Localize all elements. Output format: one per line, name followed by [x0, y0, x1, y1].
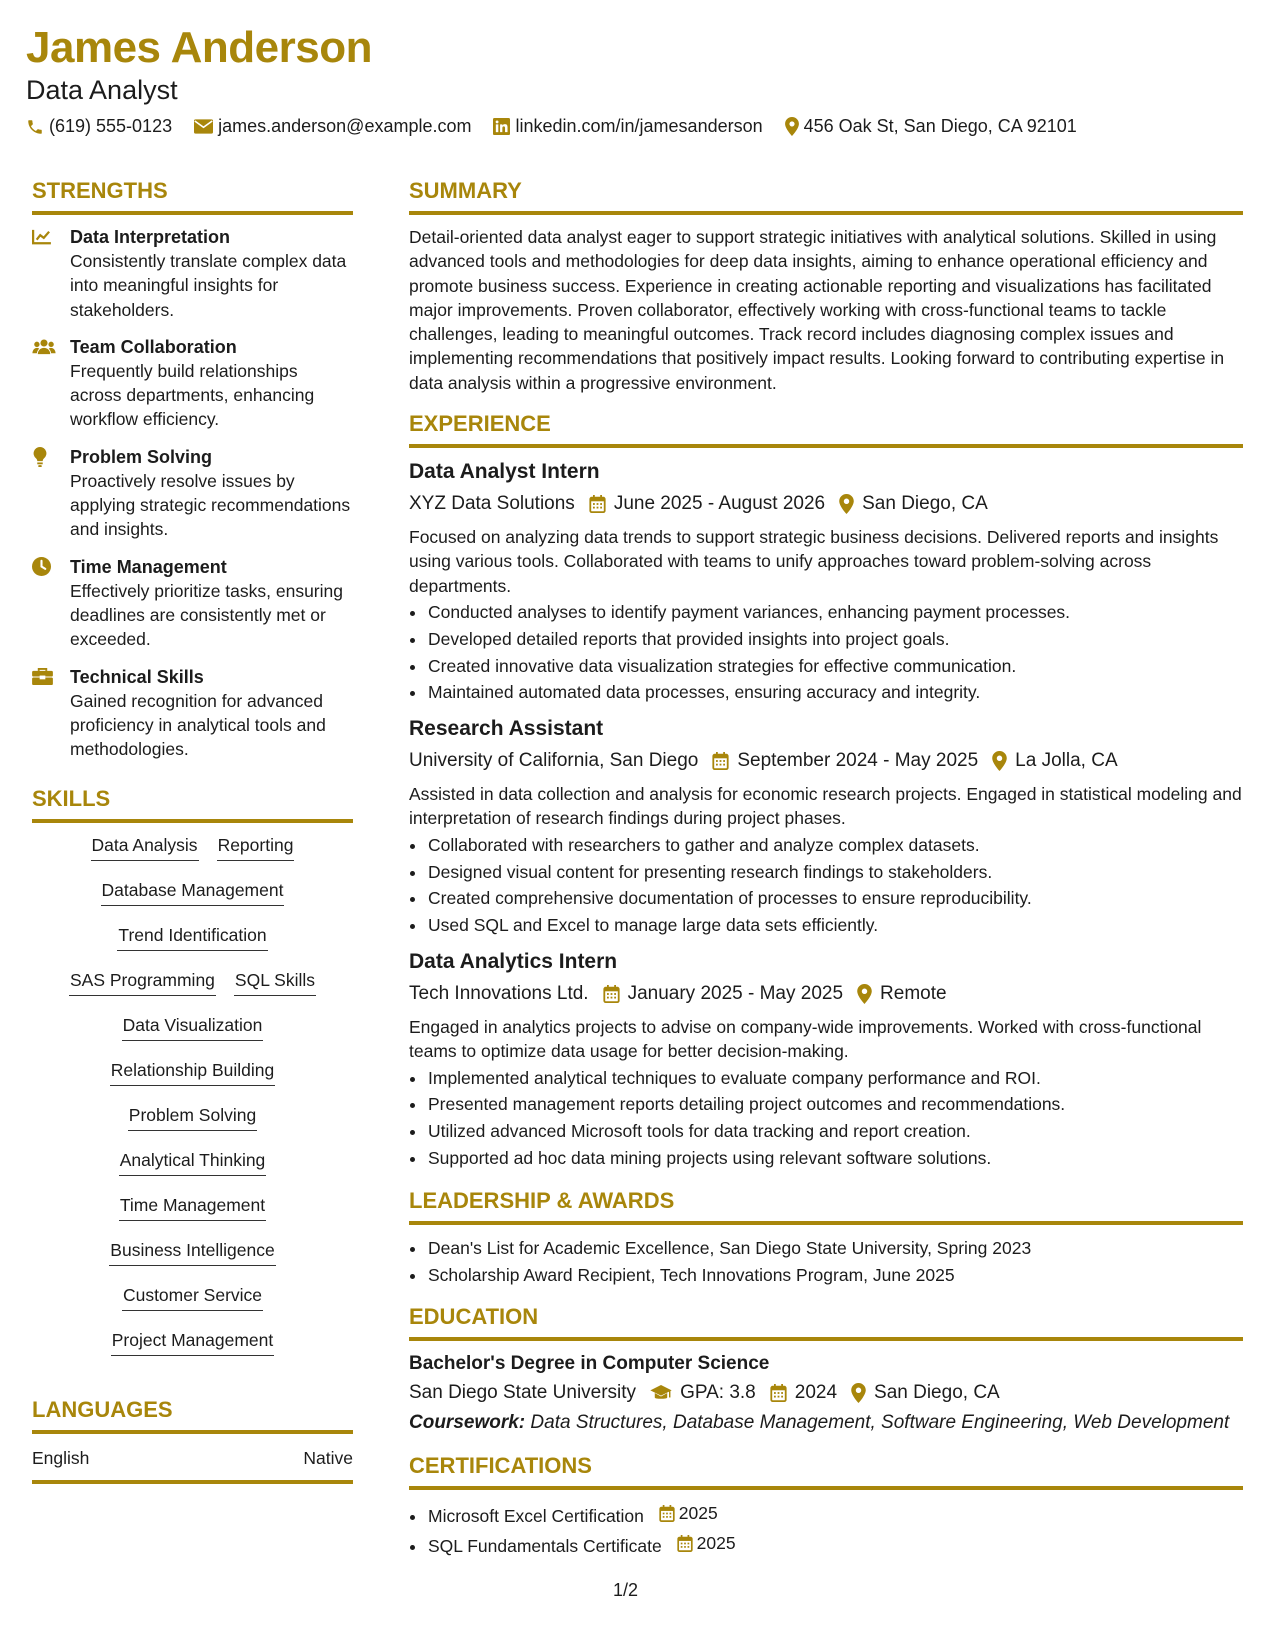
- certifications-divider: [409, 1486, 1243, 1490]
- language-level-bar: [32, 1480, 353, 1484]
- list-item: [427, 1500, 1243, 1530]
- skill-tag: SAS Programming: [69, 968, 216, 996]
- leadership-divider: [409, 1221, 1243, 1225]
- contact-bar: [26, 116, 1077, 137]
- skills-divider: [32, 819, 353, 823]
- list-item: • Maintained automated data processes, ensuring accuracy and integrity.: [427, 679, 1243, 706]
- lightbulb-icon: [32, 445, 58, 469]
- list-item: • Created innovative data visualization strategies for effective communication.: [427, 653, 1243, 680]
- skill-tag: Business Intelligence: [109, 1238, 275, 1266]
- coursework-list: Data Structures, Database Management, Software Engineering, Web Development: [525, 1412, 1230, 1434]
- page-number: 1/2: [613, 1580, 639, 1600]
- certifications-heading: CERTIFICATIONS: [409, 1453, 592, 1479]
- certification-name: Microsoft Excel Certification: [428, 1506, 644, 1527]
- job-dates: September 2024 - May 2025: [737, 750, 979, 772]
- company-name: XYZ Data Solutions: [409, 493, 575, 515]
- calendar-icon: [659, 1505, 675, 1522]
- strength-title: Technical Skills: [70, 666, 204, 687]
- envelope-icon: [194, 119, 213, 134]
- leadership-heading: LEADERSHIP & AWARDS: [409, 1187, 675, 1213]
- strengths-heading: STRENGTHS: [32, 178, 168, 203]
- language-level: Native: [303, 1448, 353, 1469]
- list-item: • Collaborated with researchers to gather and analyze complex datasets.: [427, 832, 1243, 859]
- job-description: Focused on analyzing data trends to support strategic business decisions. Delivered reports and insights using various tools. Collaborated with teams to unify approaches toward problem-solving across departments.: [409, 527, 1219, 596]
- job-dates: January 2025 - May 2025: [627, 982, 844, 1004]
- strength-desc: Frequently build relationships across departments, enhancing workflow efficiency.: [70, 360, 315, 430]
- skill-tag: Problem Solving: [128, 1103, 257, 1131]
- map-pin-icon: [785, 117, 799, 136]
- education-divider: [409, 1337, 1243, 1341]
- calendar-icon: [770, 1384, 787, 1402]
- line-chart-icon: [32, 225, 58, 249]
- language-name: English: [32, 1448, 90, 1469]
- phone-icon: [26, 118, 44, 136]
- skill-tag: Reporting: [217, 833, 295, 861]
- list-item: • Conducted analyses to identify payment variances, enhancing payment processes.: [427, 599, 1243, 626]
- skill-tag: Relationship Building: [110, 1058, 275, 1086]
- skill-tag: Data Analysis: [91, 833, 199, 861]
- job-title: Data Analytics Intern: [409, 949, 618, 973]
- strength-item: [32, 335, 353, 432]
- education-heading: EDUCATION: [409, 1304, 539, 1330]
- address-text: 456 Oak St, San Diego, CA 92101: [803, 116, 1077, 136]
- linkedin-icon: [493, 118, 510, 135]
- certification-year: 2025: [678, 1503, 718, 1524]
- email-text: james.anderson@example.com: [218, 116, 472, 136]
- skill-tag: Database Management: [101, 878, 285, 906]
- toolbox-icon: [32, 665, 58, 689]
- calendar-icon: [712, 752, 729, 770]
- skill-tag: Customer Service: [122, 1283, 263, 1311]
- list-item: • Designed visual content for presenting research findings to stakeholders.: [427, 859, 1243, 886]
- company-name: University of California, San Diego: [409, 750, 699, 772]
- certification-name: SQL Fundamentals Certificate: [428, 1535, 662, 1556]
- experience-entry: [409, 948, 1243, 1172]
- list-item: • Dean's List for Academic Excellence, San Diego State University, Spring 2023: [427, 1235, 1243, 1262]
- left-column: [32, 176, 353, 1484]
- education-location: San Diego, CA: [874, 1382, 1000, 1404]
- map-pin-icon: [851, 1383, 866, 1403]
- job-location: San Diego, CA: [862, 493, 988, 515]
- strength-title: Team Collaboration: [70, 336, 237, 357]
- phone-text: (619) 555-0123: [49, 116, 173, 136]
- skill-tag: Analytical Thinking: [119, 1148, 267, 1176]
- strength-title: Time Management: [70, 556, 227, 577]
- linkedin-text: linkedin.com/in/jamesanderson: [515, 116, 763, 136]
- job-description: Assisted in data collection and analysis for economic research projects. Engaged in statistical modeling and interpretation of research findings during project phases.: [409, 784, 1242, 829]
- job-meta: [409, 747, 1243, 775]
- summary-heading: SUMMARY: [409, 178, 522, 203]
- education-meta: [409, 1379, 1243, 1407]
- leadership-list: [409, 1235, 1243, 1289]
- contact-email[interactable]: [194, 116, 471, 137]
- job-location: Remote: [880, 982, 947, 1004]
- languages-divider: [32, 1430, 353, 1434]
- skill-tag: Trend Identification: [117, 923, 267, 951]
- skills-list: [32, 833, 353, 1373]
- job-bullets: [409, 832, 1243, 939]
- strength-desc: Effectively prioritize tasks, ensuring deadlines are consistently met or exceeded.: [70, 580, 343, 650]
- calendar-icon: [677, 1535, 693, 1552]
- school-name: San Diego State University: [409, 1382, 637, 1404]
- list-item: • Created comprehensive documentation of processes to ensure reproducibility.: [427, 885, 1243, 912]
- users-icon: [32, 335, 58, 359]
- list-item: • Utilized advanced Microsoft tools for data tracking and report creation.: [427, 1118, 1243, 1145]
- job-title: Research Assistant: [409, 717, 604, 741]
- calendar-icon: [603, 985, 620, 1003]
- clock-icon: [32, 555, 58, 579]
- job-location: La Jolla, CA: [1015, 750, 1118, 772]
- map-pin-icon: [992, 751, 1007, 771]
- list-item: • Used SQL and Excel to manage large data sets efficiently.: [427, 912, 1243, 939]
- job-meta: [409, 980, 1243, 1008]
- strength-desc: Consistently translate complex data into meaningful insights for stakeholders.: [70, 251, 347, 320]
- strengths-divider: [32, 211, 353, 215]
- summary-divider: [409, 211, 1243, 215]
- languages-heading: LANGUAGES: [32, 1397, 173, 1423]
- job-description: Engaged in analytics projects to advise on company-wide improvements. Worked with cross-functional teams to optimize data usage for better decision-making.: [409, 1016, 1202, 1062]
- certification-year: 2025: [696, 1533, 736, 1553]
- contact-linkedin[interactable]: [493, 116, 762, 137]
- experience-divider: [409, 444, 1243, 448]
- contact-address: [785, 116, 1077, 137]
- graduation-cap-icon: [650, 1385, 672, 1401]
- skills-heading: SKILLS: [32, 786, 111, 812]
- strength-item: [32, 445, 353, 542]
- strength-title: Problem Solving: [70, 446, 213, 467]
- degree-title: Bachelor's Degree in Computer Science: [409, 1353, 770, 1375]
- skill-tag: SQL Skills: [234, 968, 316, 996]
- map-pin-icon: [857, 984, 872, 1004]
- right-column: [409, 176, 1243, 1560]
- job-bullets: [409, 1065, 1243, 1172]
- summary-text: Detail-oriented data analyst eager to support strategic initiatives with analytical solutions. Skilled in using advanced tools and methodologies for deep data insights, aiming to enhance operational efficiency and promote business success. Experience in creating actionable reporting and visualizations has facilitated major improvements. Proven collaborator, effectively working with cross-functional teams to tackle challenges, leading to meaningful outcomes. Track record includes diagnosing complex issues and implementing recommendations that positively impact results. Looking forward to contributing expertise in data analysis within a progressive environment.: [409, 227, 1225, 393]
- candidate-name: James Anderson: [26, 23, 372, 72]
- certifications-list: [409, 1500, 1243, 1559]
- list-item: • Implemented analytical techniques to evaluate company performance and ROI.: [427, 1065, 1243, 1092]
- strength-desc: Gained recognition for advanced proficiency in analytical tools and methodologies.: [70, 690, 326, 760]
- list-item: • Developed detailed reports that provided insights into project goals.: [427, 626, 1243, 653]
- experience-heading: EXPERIENCE: [409, 411, 551, 437]
- list-item: • Presented management reports detailing project outcomes and recommendations.: [427, 1091, 1243, 1118]
- list-item: [427, 1530, 1243, 1560]
- experience-entry: [409, 715, 1243, 939]
- contact-phone[interactable]: [26, 116, 172, 137]
- job-title: Data Analyst Intern: [409, 460, 600, 484]
- job-meta: [409, 490, 1243, 518]
- strength-item: [32, 555, 353, 652]
- calendar-icon: [589, 495, 606, 513]
- strength-item: [32, 665, 353, 762]
- experience-entry: [409, 458, 1243, 706]
- job-dates: June 2025 - August 2026: [613, 493, 826, 515]
- gpa-text: GPA: 3.8: [680, 1382, 756, 1404]
- candidate-role: Data Analyst: [26, 75, 178, 105]
- map-pin-icon: [839, 494, 854, 514]
- strength-desc: Proactively resolve issues by applying strategic recommendations and insights.: [70, 470, 351, 540]
- resume-header: [26, 22, 1077, 137]
- coursework: [409, 1411, 1243, 1435]
- skill-tag: Time Management: [119, 1193, 266, 1221]
- skill-tag: Data Visualization: [122, 1013, 264, 1041]
- list-item: • Supported ad hoc data mining projects using relevant software solutions.: [427, 1145, 1243, 1172]
- coursework-label: Coursework:: [409, 1412, 526, 1434]
- strength-title: Data Interpretation: [70, 227, 231, 247]
- language-row: [32, 1446, 353, 1470]
- company-name: Tech Innovations Ltd.: [409, 982, 589, 1004]
- strength-item: [32, 225, 353, 322]
- skill-tag: Project Management: [111, 1328, 274, 1356]
- graduation-year: 2024: [794, 1382, 838, 1404]
- job-bullets: [409, 599, 1243, 706]
- list-item: • Scholarship Award Recipient, Tech Innovations Program, June 2025: [427, 1262, 1243, 1289]
